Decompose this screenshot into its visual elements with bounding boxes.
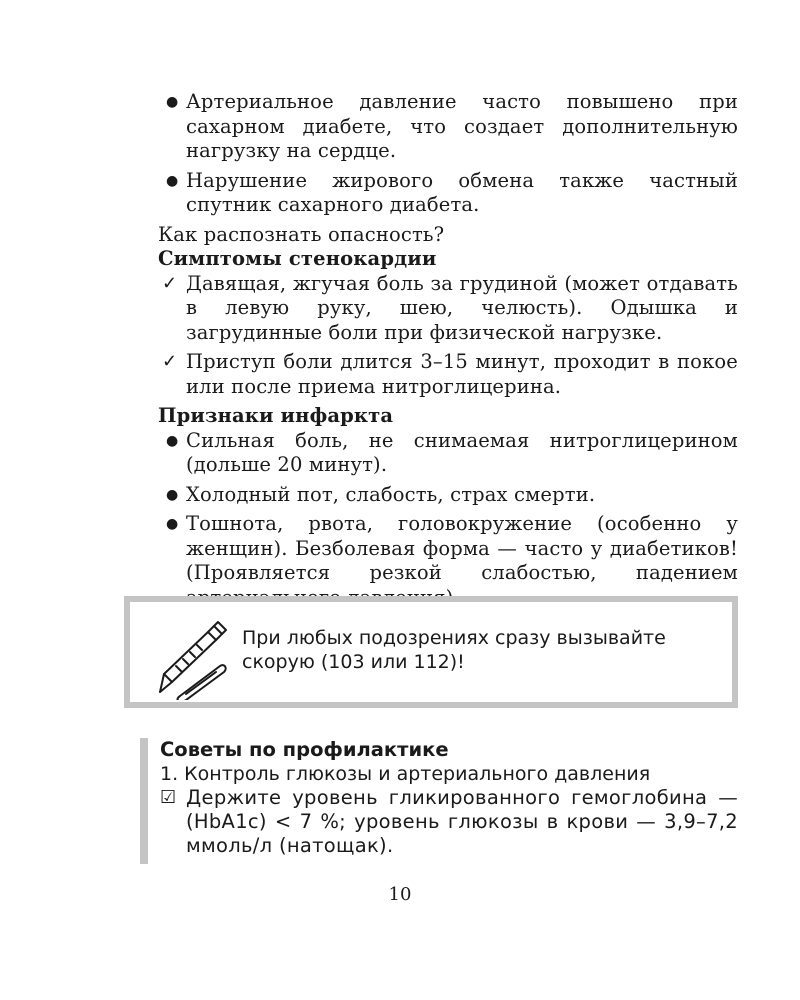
emergency-note-text: При любых подозрениях сразу вызывайте скорую (103 или 112)!	[242, 627, 666, 673]
emergency-note-box	[124, 596, 738, 708]
syringe-pen-icon	[150, 614, 230, 700]
bullet-icon: ●	[166, 486, 179, 503]
infarction-sign-list	[158, 429, 738, 611]
bullet-icon: ●	[166, 94, 179, 110]
checkbox-checked-icon: ☑	[160, 787, 177, 808]
bullet-icon: ●	[166, 172, 179, 189]
list-item: ● Нарушение жирового обмена также частный спутник сахарного диабета.	[166, 168, 738, 216]
list-item: ✓ Давящая, жгучая боль за грудиной (может отдавать в левую руку, шею, челюсть). Одышка и загрудинные боли при физической нагрузке.	[162, 271, 738, 344]
checkmark-icon: ✓	[162, 351, 178, 372]
bullet-icon: ●	[166, 516, 179, 532]
angina-symptom-list	[158, 272, 738, 400]
intro-bullet-list	[158, 90, 738, 218]
tips-list-item: ☑ Держите уровень гликированного гемоглобина — (HbA1c) < 7 %; уровень глюкозы в крови — 3,9–7,2 ммоль/л (натощак).	[160, 786, 738, 857]
checkmark-icon: ✓	[162, 272, 178, 294]
list-item: ● Артериальное давление часто повышено при сахарном диабете, что создает дополнительную нагрузку на сердце.	[166, 90, 738, 162]
list-item: ● Сильная боль, не снимаемая нитроглицерином (дольше 20 минут).	[166, 428, 738, 476]
prevention-tips	[140, 738, 738, 864]
list-item: ✓ Приступ боли длится 3–15 минут, проходит в покое или после приема нитроглицерина.	[162, 350, 738, 398]
list-item: ● Холодный пот, слабость, страх смерти.	[166, 482, 596, 506]
page-number: 10	[388, 884, 412, 905]
list-item: ● Тошнота, рвота, головокружение (особенно у женщин). Безболевая форма — часто у диабетиков! (Проявляется резкой слабостью, падением	[166, 512, 738, 584]
question-line: Как распознать опасность?	[158, 222, 445, 246]
main-text	[158, 90, 738, 615]
angina-heading: Симптомы стенокардии	[158, 247, 437, 270]
tips-subtitle: 1. Контроль глюкозы и артериального давления	[160, 763, 651, 785]
tips-title: Советы по профилактике	[160, 738, 449, 761]
bullet-icon: ●	[166, 432, 179, 449]
infarction-heading: Признаки инфаркта	[158, 404, 394, 427]
